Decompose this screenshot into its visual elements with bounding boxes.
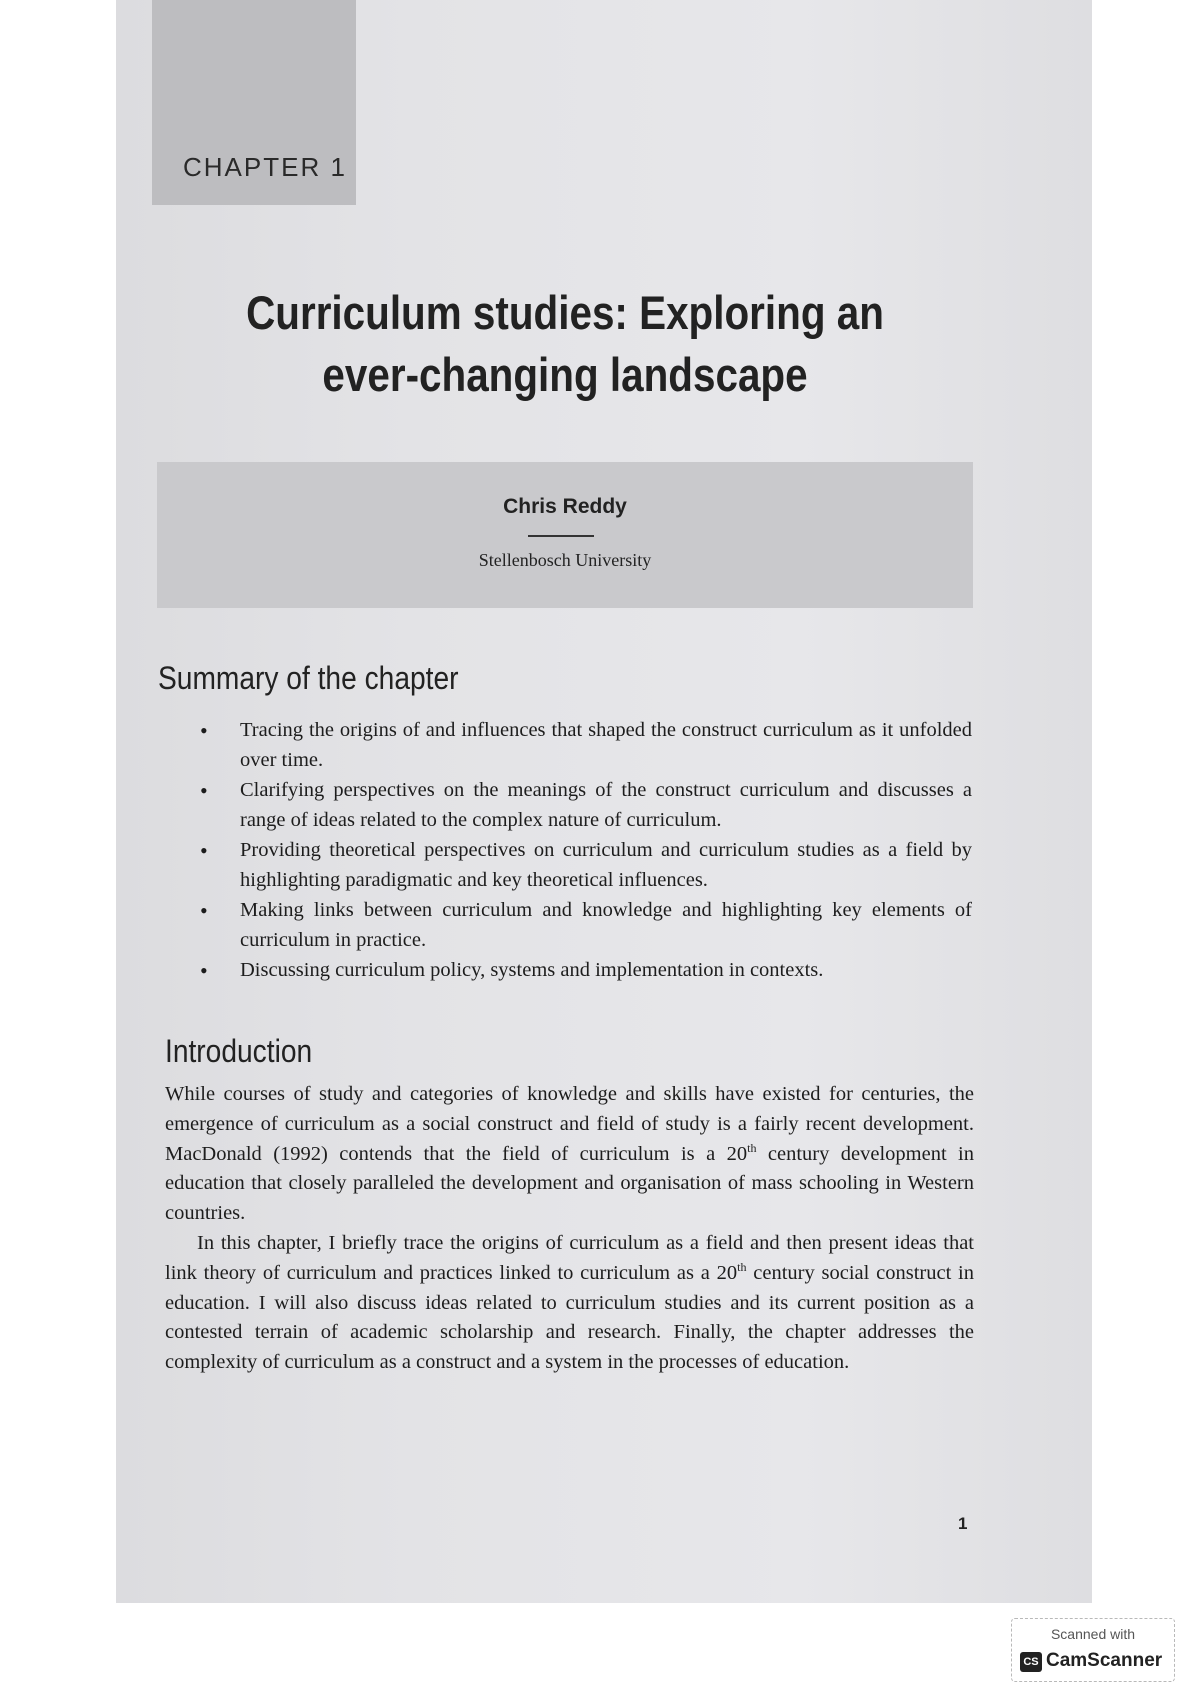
chapter-title [208,282,922,406]
chapter-title-line-2: ever-changing landscape [322,348,808,401]
page-number: 1 [958,1514,968,1533]
author-name: Chris Reddy [503,495,627,518]
summary-item: • Discussing curriculum policy, systems and implementation in contexts. [192,956,972,986]
introduction-heading: Introduction [165,1033,313,1069]
camscanner-watermark [1011,1618,1175,1682]
summary-item: • Providing theoretical perspectives on curriculum and curriculum studies as a field by highlighting paradigmatic and key theoretical influences. [192,836,972,895]
summary-heading: Summary of the chapter [158,660,459,696]
introduction-paragraph-2: In this chapter, I briefly trace the origins of curriculum as a field and then present ideas that link theory of curriculum and practices linked to curriculum as a 20th century social construct in education. I will also discuss ideas related to curriculum studies and its current position as a contested terrain of academic scholarship and research. Finally, the chapter addresses the complexity of curriculum as a construct and a system in the processes of education. [165,1231,974,1374]
summary-item: • Clarifying perspectives on the meanings of the construct curriculum and discusses a range of ideas related to the complex nature of curriculum. [192,776,972,835]
watermark-caption: Scanned with [1050,1626,1136,1642]
watermark-brand: CamScanner [1046,1650,1163,1671]
author-divider [528,535,594,537]
author-affiliation: Stellenbosch University [478,550,652,570]
chapter-title-line-1: Curriculum studies: Exploring an [246,286,884,339]
introduction-paragraph-1: While courses of study and categories of knowledge and skills have existed for centuries, the emergence of curriculum as a social construct and field of study is a fairly recent development. MacDonald (1992) contends that the field of curriculum is a 20th century development in education that closely paralleled the development and organisation of mass schooling in Western countries. [165,1083,974,1225]
summary-item: • Making links between curriculum and knowledge and highlighting key elements of curriculum in practice. [192,896,972,955]
summary-item: • Tracing the origins of and influences that shaped the construct curriculum as it unfolded over time. [192,716,972,775]
introduction-body [165,1080,974,1378]
chapter-label: CHAPTER 1 [183,152,347,182]
camscanner-logo-icon: CS [1020,1652,1042,1672]
summary-list [192,716,972,987]
